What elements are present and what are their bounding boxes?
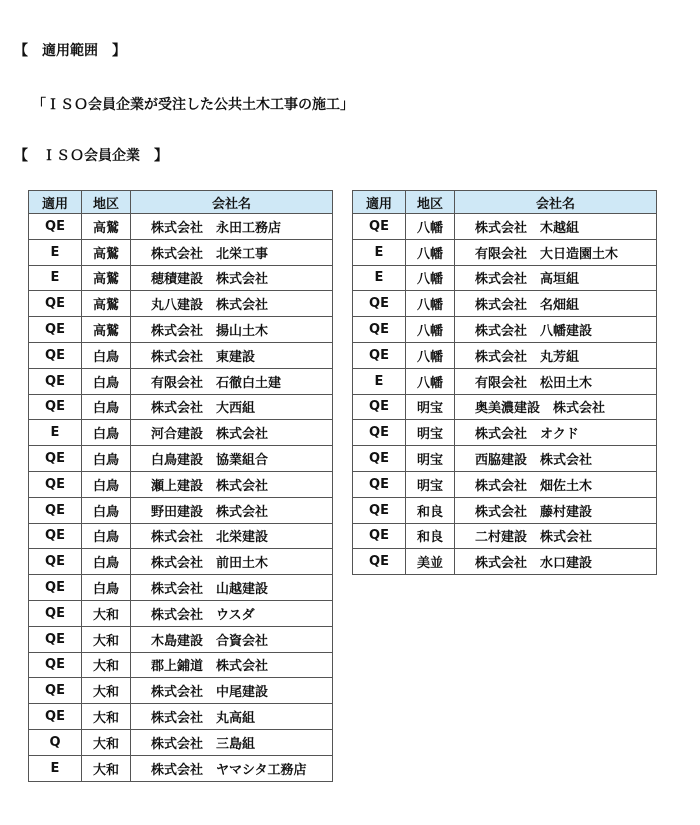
table-row <box>29 755 333 781</box>
table-row <box>29 626 333 652</box>
table-row <box>353 265 657 291</box>
cell-area: 和良 <box>406 523 455 549</box>
table-row <box>353 420 657 446</box>
cell-company: 野田建設 株式会社 <box>131 497 333 523</box>
cell-company: 株式会社 山越建設 <box>131 575 333 601</box>
cell-apply: QE <box>29 342 82 368</box>
cell-apply: QE <box>29 214 82 240</box>
cell-apply: Q <box>29 729 82 755</box>
cell-company: 穂積建設 株式会社 <box>131 265 333 291</box>
cell-apply: E <box>353 265 406 291</box>
scope-heading: 【 適用範囲 】 <box>14 43 126 59</box>
cell-area: 白鳥 <box>82 471 131 497</box>
cell-apply: QE <box>29 394 82 420</box>
cell-area: 高鷲 <box>82 239 131 265</box>
cell-area: 明宝 <box>406 420 455 446</box>
table-row <box>29 214 333 240</box>
cell-area: 明宝 <box>406 446 455 472</box>
cell-apply: QE <box>29 549 82 575</box>
table-row <box>29 497 333 523</box>
cell-company: 株式会社 八幡建設 <box>455 317 657 343</box>
cell-area: 白鳥 <box>82 523 131 549</box>
cell-company: 有限会社 松田土木 <box>455 368 657 394</box>
cell-area: 八幡 <box>406 265 455 291</box>
cell-apply: QE <box>353 291 406 317</box>
cell-company: 木島建設 合資会社 <box>131 626 333 652</box>
cell-area: 八幡 <box>406 239 455 265</box>
cell-apply: QE <box>353 497 406 523</box>
cell-area: 白鳥 <box>82 549 131 575</box>
table-row <box>353 368 657 394</box>
table-row <box>29 317 333 343</box>
table-row <box>29 678 333 704</box>
cell-company: 株式会社 藤村建設 <box>455 497 657 523</box>
cell-area: 高鷲 <box>82 317 131 343</box>
cell-apply: QE <box>29 497 82 523</box>
table-row <box>353 471 657 497</box>
cell-company: 奥美濃建設 株式会社 <box>455 394 657 420</box>
member-table-right-body <box>353 214 657 575</box>
cell-area: 大和 <box>82 729 131 755</box>
cell-area: 高鷲 <box>82 265 131 291</box>
table-row <box>29 368 333 394</box>
member-table-right <box>352 190 657 575</box>
cell-apply: QE <box>29 678 82 704</box>
cell-company: 株式会社 中尾建設 <box>131 678 333 704</box>
cell-company: 株式会社 水口建設 <box>455 549 657 575</box>
table-row <box>353 317 657 343</box>
cell-apply: QE <box>353 549 406 575</box>
cell-area: 白鳥 <box>82 420 131 446</box>
cell-apply: QE <box>353 394 406 420</box>
cell-area: 大和 <box>82 600 131 626</box>
table-row <box>29 239 333 265</box>
table-row <box>29 729 333 755</box>
table-row <box>29 471 333 497</box>
cell-company: 株式会社 北栄建設 <box>131 523 333 549</box>
cell-apply: QE <box>29 446 82 472</box>
cell-company: 有限会社 石徹白土建 <box>131 368 333 394</box>
cell-area: 八幡 <box>406 342 455 368</box>
cell-apply: QE <box>29 626 82 652</box>
table-row <box>29 420 333 446</box>
table-row <box>353 239 657 265</box>
cell-apply: QE <box>353 342 406 368</box>
cell-apply: E <box>29 239 82 265</box>
table-row <box>353 523 657 549</box>
cell-apply: QE <box>29 368 82 394</box>
table-row <box>29 265 333 291</box>
cell-apply: QE <box>29 652 82 678</box>
table-row <box>29 394 333 420</box>
cell-company: 株式会社 名畑組 <box>455 291 657 317</box>
scope-text: 「ＩＳＯ会員企業が受注した公共土木工事の施工」 <box>32 97 354 113</box>
cell-company: 株式会社 丸高組 <box>131 704 333 730</box>
cell-area: 明宝 <box>406 471 455 497</box>
table-row <box>29 704 333 730</box>
cell-apply: QE <box>353 523 406 549</box>
column-header-area: 地区 <box>406 191 455 214</box>
cell-apply: QE <box>29 575 82 601</box>
cell-company: 有限会社 大日造園土木 <box>455 239 657 265</box>
table-row <box>29 652 333 678</box>
cell-company: 二村建設 株式会社 <box>455 523 657 549</box>
cell-apply: QE <box>29 523 82 549</box>
cell-apply: QE <box>29 291 82 317</box>
cell-area: 八幡 <box>406 368 455 394</box>
table-row <box>353 549 657 575</box>
column-header-area: 地区 <box>82 191 131 214</box>
cell-company: 河合建設 株式会社 <box>131 420 333 446</box>
cell-apply: QE <box>353 446 406 472</box>
cell-apply: QE <box>353 214 406 240</box>
cell-company: 株式会社 永田工務店 <box>131 214 333 240</box>
cell-apply: QE <box>29 317 82 343</box>
column-header-apply: 適用 <box>353 191 406 214</box>
cell-company: 株式会社 高垣組 <box>455 265 657 291</box>
cell-area: 白鳥 <box>82 446 131 472</box>
cell-apply: E <box>29 265 82 291</box>
cell-company: 株式会社 揚山土木 <box>131 317 333 343</box>
cell-area: 白鳥 <box>82 368 131 394</box>
cell-apply: E <box>29 420 82 446</box>
cell-company: 株式会社 東建設 <box>131 342 333 368</box>
cell-company: 株式会社 木越組 <box>455 214 657 240</box>
cell-area: 明宝 <box>406 394 455 420</box>
cell-area: 白鳥 <box>82 575 131 601</box>
member-heading: 【 ＩＳＯ会員企業 】 <box>14 148 168 164</box>
cell-company: 株式会社 丸芳組 <box>455 342 657 368</box>
cell-company: 株式会社 畑佐土木 <box>455 471 657 497</box>
table-row <box>29 446 333 472</box>
cell-apply: QE <box>29 471 82 497</box>
cell-company: 株式会社 大西組 <box>131 394 333 420</box>
table-row <box>29 342 333 368</box>
cell-area: 高鷲 <box>82 214 131 240</box>
cell-company: 丸八建設 株式会社 <box>131 291 333 317</box>
table-row <box>353 291 657 317</box>
column-header-company: 会社名 <box>455 191 657 214</box>
table-row <box>353 446 657 472</box>
table-row <box>353 394 657 420</box>
table-row <box>29 600 333 626</box>
cell-area: 八幡 <box>406 317 455 343</box>
member-table-left <box>28 190 333 782</box>
cell-company: 株式会社 三島組 <box>131 729 333 755</box>
cell-area: 高鷲 <box>82 291 131 317</box>
cell-area: 大和 <box>82 678 131 704</box>
cell-area: 白鳥 <box>82 394 131 420</box>
cell-area: 八幡 <box>406 214 455 240</box>
cell-area: 大和 <box>82 626 131 652</box>
table-row <box>29 523 333 549</box>
cell-apply: QE <box>353 317 406 343</box>
table-row <box>353 214 657 240</box>
table-row <box>29 549 333 575</box>
cell-apply: E <box>353 239 406 265</box>
cell-company: 株式会社 北栄工事 <box>131 239 333 265</box>
cell-area: 美並 <box>406 549 455 575</box>
cell-area: 白鳥 <box>82 497 131 523</box>
table-header-row <box>353 191 657 214</box>
cell-apply: QE <box>353 471 406 497</box>
cell-company: 白鳥建設 協業組合 <box>131 446 333 472</box>
cell-apply: E <box>29 755 82 781</box>
cell-company: 株式会社 オクド <box>455 420 657 446</box>
cell-apply: QE <box>29 600 82 626</box>
cell-apply: E <box>353 368 406 394</box>
cell-company: 西脇建設 株式会社 <box>455 446 657 472</box>
member-table-left-body <box>29 214 333 782</box>
cell-company: 瀬上建設 株式会社 <box>131 471 333 497</box>
table-row <box>29 291 333 317</box>
cell-company: 株式会社 前田土木 <box>131 549 333 575</box>
cell-company: 株式会社 ウスダ <box>131 600 333 626</box>
cell-area: 大和 <box>82 652 131 678</box>
cell-area: 白鳥 <box>82 342 131 368</box>
table-header-row <box>29 191 333 214</box>
table-row <box>353 342 657 368</box>
cell-company: 郡上鋪道 株式会社 <box>131 652 333 678</box>
column-header-company: 会社名 <box>131 191 333 214</box>
cell-area: 八幡 <box>406 291 455 317</box>
cell-area: 大和 <box>82 704 131 730</box>
column-header-apply: 適用 <box>29 191 82 214</box>
table-row <box>29 575 333 601</box>
table-row <box>353 497 657 523</box>
cell-area: 大和 <box>82 755 131 781</box>
cell-company: 株式会社 ヤマシタ工務店 <box>131 755 333 781</box>
cell-area: 和良 <box>406 497 455 523</box>
cell-apply: QE <box>353 420 406 446</box>
cell-apply: QE <box>29 704 82 730</box>
